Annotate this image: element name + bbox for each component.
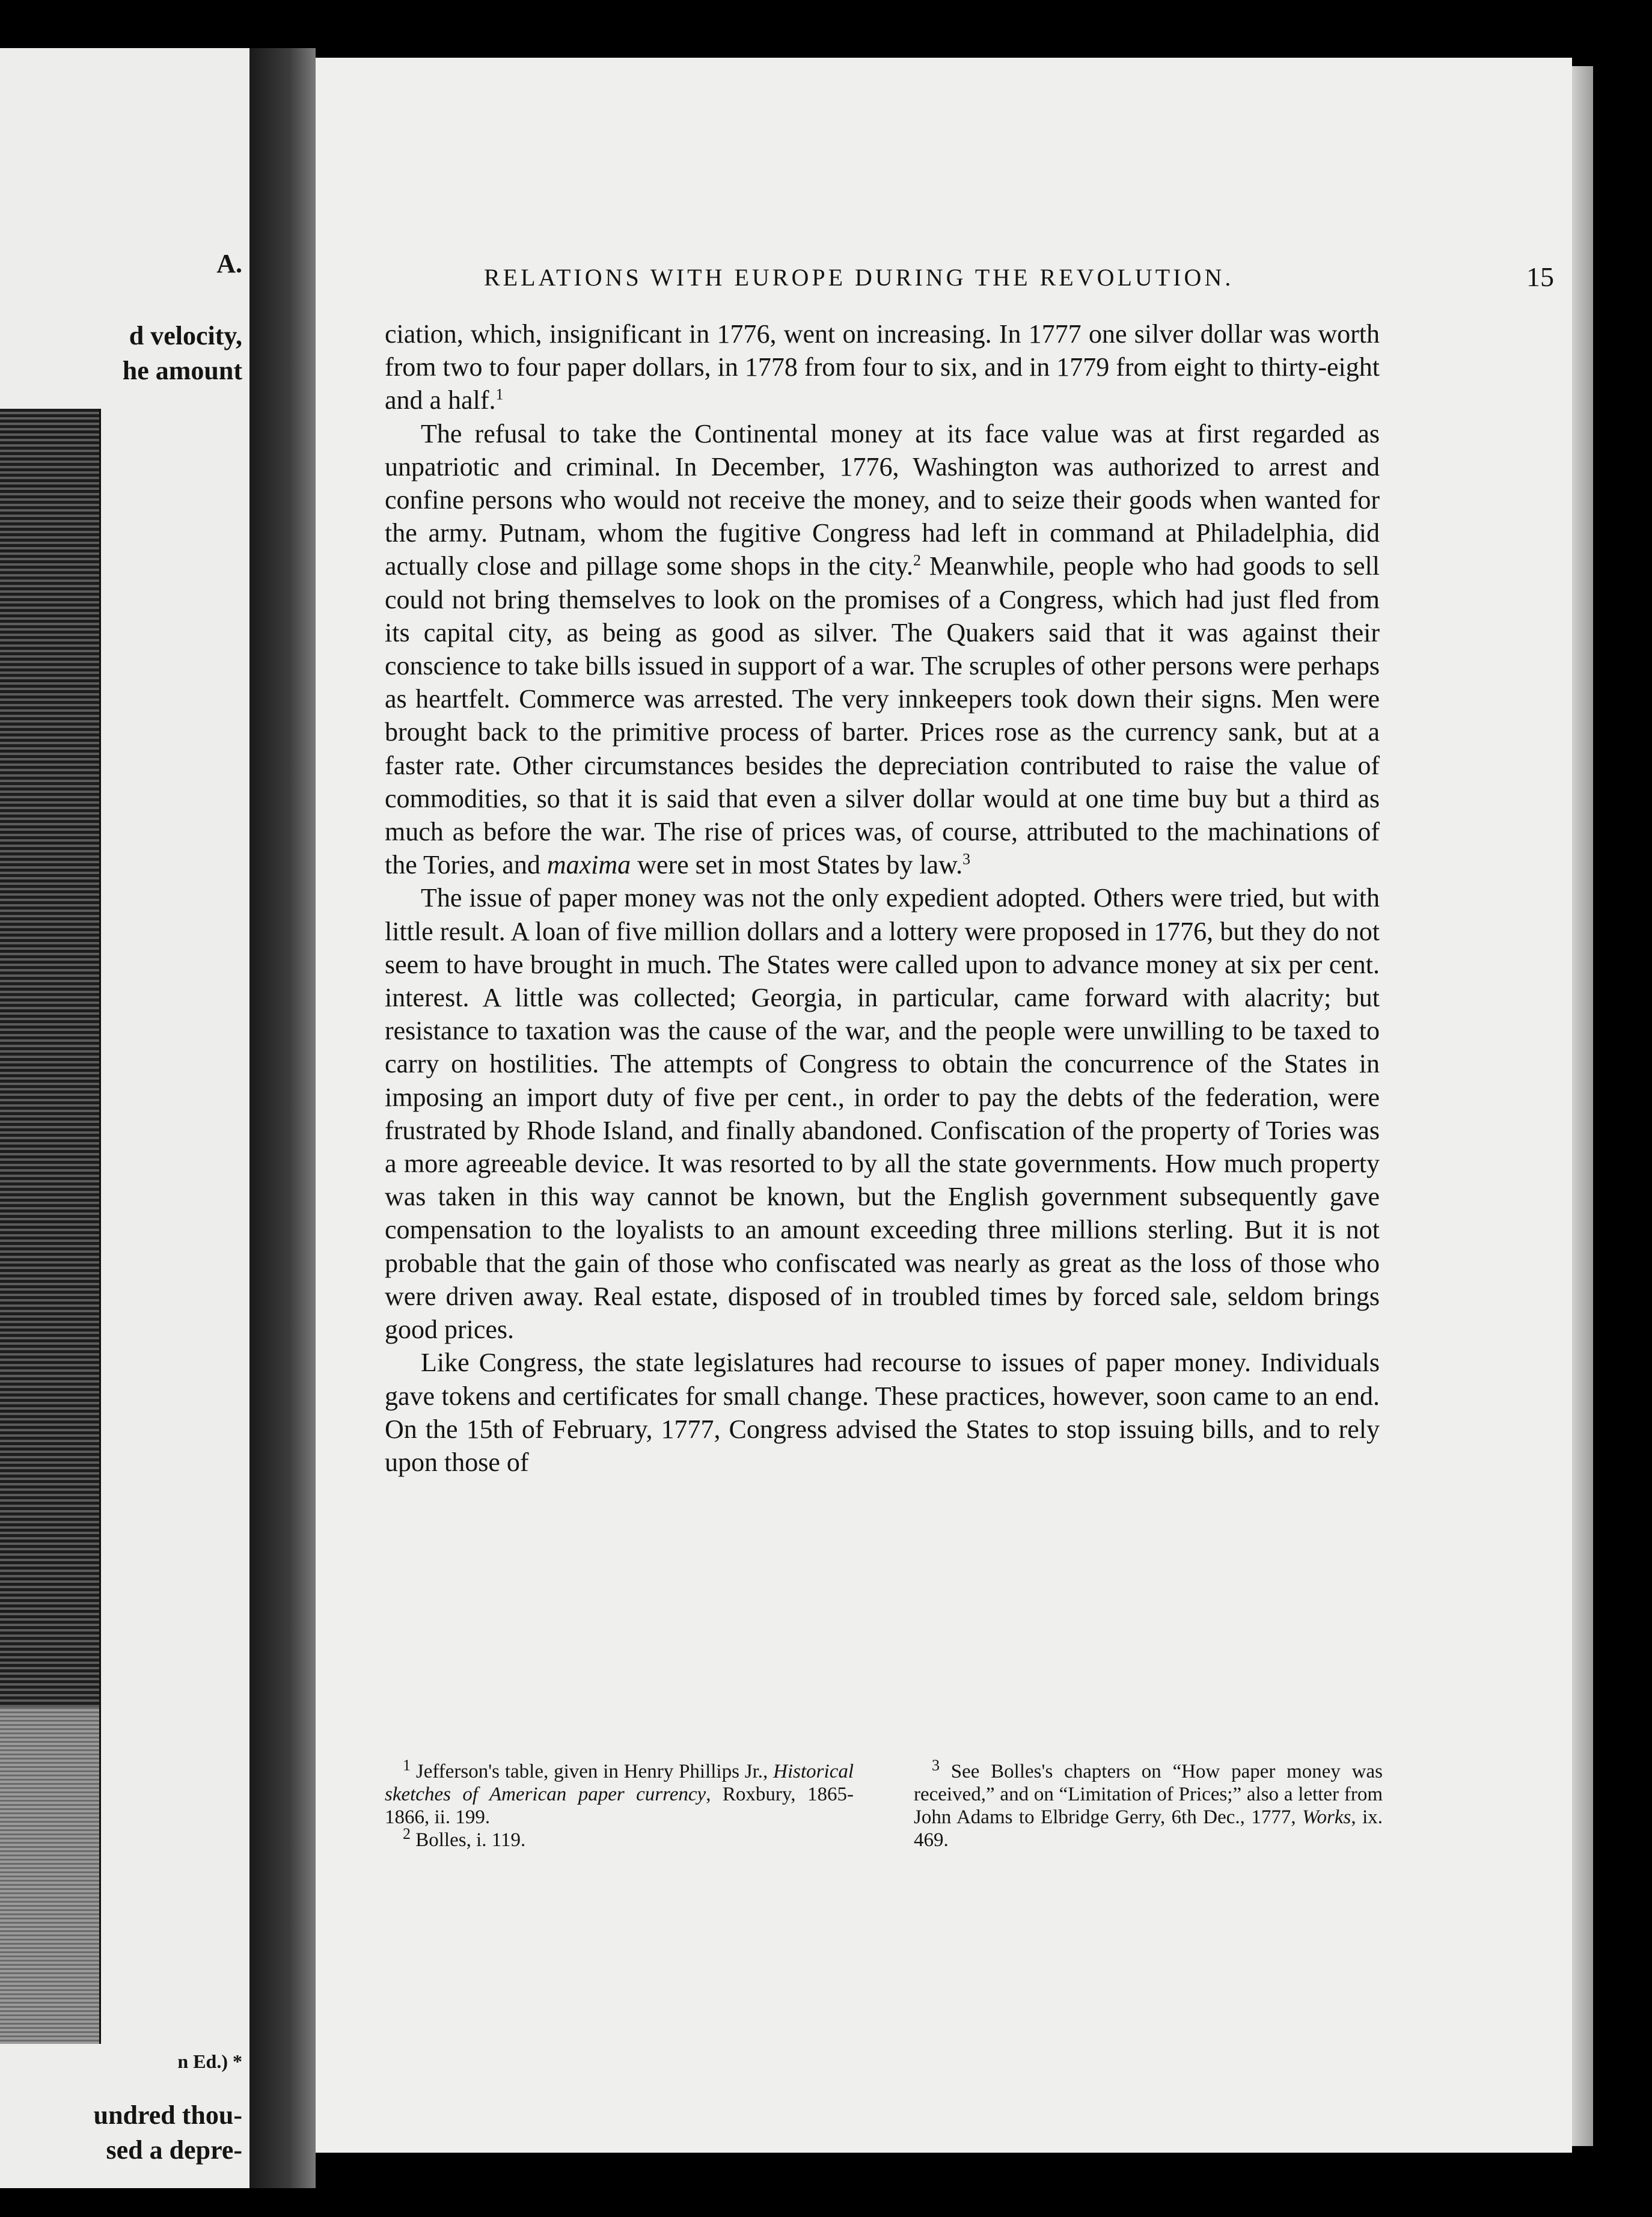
footnote — [385, 1757, 854, 1829]
left-page-line: d velocity, — [129, 321, 242, 350]
footnote-italic: Historical sketches of American paper currency — [385, 1761, 854, 1805]
paragraph-text: The issue of paper money was not the only expedient adopted. Others were tried, but with little result. A loan of five million dollars and a lottery were proposed in 1776, but they do not seem to have brought in much. The States were called upon to advance money at six per cent. interest. A little was collected; Georgia, in particular, came forward with alacrity; but resistance to taxation was the cause of the war, and the people were unwilling to be taxed to carry on hostilities. The attempts of Congress to obtain the concurrence of the States in imposing an import duty of five per cent., in order to pay the debts of the federation, were frustrated by Rhode Island, and finally abandoned. Confiscation of the property of Tories was a more agreeable device. It was resorted to by all the state governments. How much property was taken in this way cannot be known, but the English government subsequently gave compensation to the loyalists to an amount exceeding three millions sterling. But it is not probable that the gain of those who confiscated was nearly as great as the loss of those who were driven away. Real estate, disposed of in troubled times by forced sale, seldom brings good prices. — [385, 883, 1380, 1345]
footnote-mark: 3 — [932, 1757, 940, 1774]
footnote-text: , Roxbury, 1865-1866, ii. 199. — [385, 1784, 854, 1828]
footnote-ref: 2 — [913, 551, 922, 569]
paragraph-text: ciation, which, insignificant in 1776, went on increasing. In 1777 one silver dollar was worth from two to four paper dollars, in 1778 from four to six, and in 1779 from eight to thirty-eight and a half. — [385, 319, 1380, 415]
left-page-line: he amount — [122, 356, 242, 385]
footnotes-right-column — [914, 1757, 1383, 1852]
footnote-text: , ix. 469. — [914, 1806, 1383, 1851]
footnotes-left-column — [385, 1757, 854, 1852]
paragraph-text: The refusal to take the Continental money at its face value was at first regarded as unpatriotic and criminal. In December, 1776, Washington was authorized to arrest and confine persons who would not receive the money, and to seize their goods when wanted for the army. Putnam, whom the fugitive Congress had left in command at Philadelphia, did actually close and pillage some shops in the city. — [385, 418, 1380, 581]
paragraph — [385, 881, 1380, 1346]
footnote-ref: 1 — [495, 385, 504, 403]
book-page — [316, 58, 1572, 2153]
paragraph-text: Meanwhile, people who had goods to sell could not bring themselves to look on the promises of a Congress, which had just fled from its capital city, as being as good as silver. The Quakers said that it was against their conscience to take bills issued in support of a war. The scruples of other persons were perhaps as heartfelt. Commerce was arrested. The very innkeepers took down their signs. Men were brought back to the primitive process of barter. Prices rose as the currency sank, but at a faster rate. Other circumstances besides the depreciation contributed to raise the value of commodities, so that it is said that even a silver dollar would at one time buy but a third as much as before the war. The rise of prices was, of course, attributed to the machinations of the Tories, and — [385, 551, 1380, 880]
footnote-text: Jefferson's table, given in Henry Phillips Jr., — [415, 1761, 774, 1782]
page-edge — [1572, 66, 1593, 2146]
left-facing-page — [0, 48, 249, 2188]
paragraph — [385, 317, 1380, 417]
running-head-title: RELATIONS WITH EUROPE DURING THE REVOLUTION. — [484, 264, 1234, 291]
italic-term: maxima — [546, 850, 631, 880]
paragraph — [385, 417, 1380, 882]
footnote-mark: 2 — [403, 1825, 411, 1842]
footnote-mark: 1 — [403, 1757, 411, 1774]
footnote — [385, 1825, 854, 1852]
footnote-text: See Bolles's chapters on “How paper money was received,” and on “Limitation of Prices;” also a letter from John Adams to Elbridge Gerry, 6th Dec., 1777, — [914, 1761, 1383, 1828]
engraving-illustration — [0, 409, 101, 2044]
body-text — [385, 317, 1380, 1479]
page-number: 15 — [1526, 261, 1554, 292]
left-page-line: A. — [216, 249, 242, 278]
paragraph — [385, 1346, 1380, 1479]
footnote-ref: 3 — [962, 850, 971, 868]
left-page-line: n Ed.) * — [177, 2050, 242, 2072]
paragraph-text: were set in most States by law. — [631, 850, 963, 880]
paragraph-text: Like Congress, the state legislatures had recourse to issues of paper money. Individuals gave tokens and certificates for small change. These practices, however, soon came to an end. On the 15th of February, 1777, Congress advised the States to stop issuing bills, and to rely upon those of — [385, 1348, 1380, 1477]
footnote-text: Bolles, i. 119. — [415, 1829, 526, 1851]
left-page-line: undred thou- — [93, 2100, 242, 2130]
left-page-line: sed a depre- — [106, 2135, 242, 2165]
footnote-italic: Works — [1302, 1806, 1351, 1828]
book-gutter — [249, 48, 316, 2188]
footnote — [914, 1757, 1383, 1852]
